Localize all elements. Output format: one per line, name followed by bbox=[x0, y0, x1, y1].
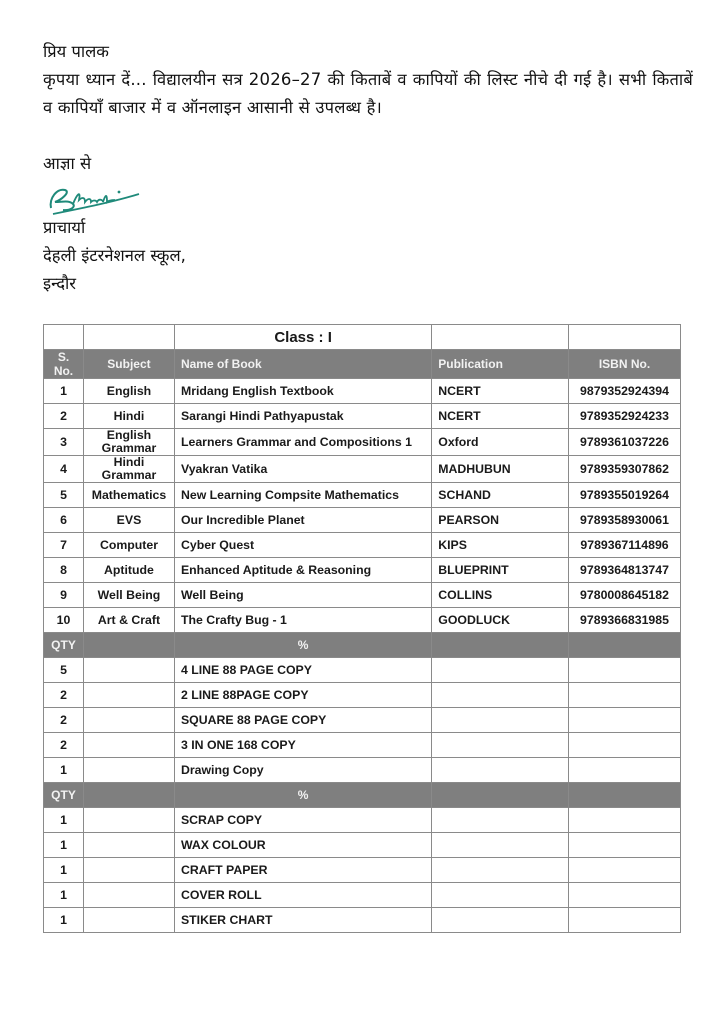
header-publication: Publication bbox=[432, 350, 569, 379]
book-sno: 4 bbox=[44, 456, 84, 483]
book-name: Learners Grammar and Compositions 1 bbox=[174, 429, 431, 456]
empty-cell bbox=[432, 708, 569, 733]
book-name: Our Incredible Planet bbox=[174, 508, 431, 533]
empty-cell bbox=[569, 708, 681, 733]
copies-item: SQUARE 88 PAGE COPY bbox=[174, 708, 431, 733]
book-sno: 2 bbox=[44, 404, 84, 429]
book-publication: NCERT bbox=[432, 404, 569, 429]
empty-cell bbox=[569, 783, 681, 808]
book-publication: SCHAND bbox=[432, 483, 569, 508]
copies-row bbox=[44, 708, 681, 733]
signature-icon bbox=[43, 178, 153, 218]
book-name: Mridang English Textbook bbox=[174, 379, 431, 404]
stationery-qty: 1 bbox=[44, 883, 84, 908]
empty-cell bbox=[569, 325, 681, 350]
empty-cell bbox=[569, 658, 681, 683]
stationery-item: WAX COLOUR bbox=[174, 833, 431, 858]
copies-qty: 1 bbox=[44, 758, 84, 783]
book-name: The Crafty Bug - 1 bbox=[174, 608, 431, 633]
copies-row bbox=[44, 683, 681, 708]
book-sno: 9 bbox=[44, 583, 84, 608]
empty-cell bbox=[83, 708, 174, 733]
book-isbn: 9879352924394 bbox=[569, 379, 681, 404]
book-subject: English Grammar bbox=[83, 429, 174, 456]
stationery-row bbox=[44, 883, 681, 908]
empty-cell bbox=[569, 683, 681, 708]
empty-cell bbox=[569, 883, 681, 908]
empty-cell bbox=[569, 808, 681, 833]
book-row bbox=[44, 508, 681, 533]
copies-item: Drawing Copy bbox=[174, 758, 431, 783]
book-subject: EVS bbox=[83, 508, 174, 533]
book-sno: 6 bbox=[44, 508, 84, 533]
empty-cell bbox=[432, 633, 569, 658]
book-subject: Hindi bbox=[83, 404, 174, 429]
copies-qty: 2 bbox=[44, 733, 84, 758]
empty-cell bbox=[83, 325, 174, 350]
book-sno: 3 bbox=[44, 429, 84, 456]
book-name: Cyber Quest bbox=[174, 533, 431, 558]
book-isbn: 9789361037226 bbox=[569, 429, 681, 456]
book-isbn: 9789352924233 bbox=[569, 404, 681, 429]
copies-item-header: % bbox=[174, 633, 431, 658]
book-sno: 1 bbox=[44, 379, 84, 404]
stationery-row bbox=[44, 908, 681, 933]
book-subject: Mathematics bbox=[83, 483, 174, 508]
stationery-item: COVER ROLL bbox=[174, 883, 431, 908]
book-name: Vyakran Vatika bbox=[174, 456, 431, 483]
stationery-qty: 1 bbox=[44, 858, 84, 883]
notice-text: कृपया ध्यान दें... विद्यालयीन सत्र 2026–27 की किताबें व कापियों की लिस्ट नीचे दी गई है। सभी किताबें व कापियाँ बाजार में व ऑनलाइन आसानी से उपलब्ध है। bbox=[43, 70, 693, 117]
stationery-row bbox=[44, 858, 681, 883]
empty-cell bbox=[432, 883, 569, 908]
book-name: Well Being bbox=[174, 583, 431, 608]
book-subject: Hindi Grammar bbox=[83, 456, 174, 483]
spacer bbox=[43, 122, 693, 150]
copies-qty: 2 bbox=[44, 708, 84, 733]
book-row bbox=[44, 558, 681, 583]
book-isbn: 9789358930061 bbox=[569, 508, 681, 533]
empty-cell bbox=[569, 758, 681, 783]
book-sno: 8 bbox=[44, 558, 84, 583]
book-subject: Well Being bbox=[83, 583, 174, 608]
closing: आज्ञा से bbox=[43, 154, 92, 173]
copies-qty: 2 bbox=[44, 683, 84, 708]
book-publication: GOODLUCK bbox=[432, 608, 569, 633]
book-isbn: 9789367114896 bbox=[569, 533, 681, 558]
empty-cell bbox=[432, 908, 569, 933]
book-publication: PEARSON bbox=[432, 508, 569, 533]
stationery-qty: 1 bbox=[44, 833, 84, 858]
book-sno: 10 bbox=[44, 608, 84, 633]
book-list-table bbox=[43, 324, 681, 933]
book-row bbox=[44, 429, 681, 456]
header-isbn: ISBN No. bbox=[569, 350, 681, 379]
copies-item: 2 LINE 88PAGE COPY bbox=[174, 683, 431, 708]
city: इन्दौर bbox=[43, 274, 76, 293]
book-row bbox=[44, 483, 681, 508]
empty-cell bbox=[83, 758, 174, 783]
book-row bbox=[44, 608, 681, 633]
stationery-item: SCRAP COPY bbox=[174, 808, 431, 833]
book-row bbox=[44, 533, 681, 558]
school-name: देहली इंटरनेशनल स्कूल, bbox=[43, 246, 186, 265]
book-row bbox=[44, 583, 681, 608]
book-name: New Learning Compsite Mathematics bbox=[174, 483, 431, 508]
stationery-item: CRAFT PAPER bbox=[174, 858, 431, 883]
book-publication: Oxford bbox=[432, 429, 569, 456]
book-publication: BLUEPRINT bbox=[432, 558, 569, 583]
empty-cell bbox=[432, 658, 569, 683]
empty-cell bbox=[432, 733, 569, 758]
empty-cell bbox=[83, 908, 174, 933]
empty-cell bbox=[83, 683, 174, 708]
empty-cell bbox=[432, 833, 569, 858]
empty-cell bbox=[83, 808, 174, 833]
letter bbox=[43, 38, 693, 298]
header-book: Name of Book bbox=[174, 350, 431, 379]
empty-cell bbox=[83, 658, 174, 683]
empty-cell bbox=[432, 325, 569, 350]
empty-cell bbox=[44, 325, 84, 350]
copies-item: 3 IN ONE 168 COPY bbox=[174, 733, 431, 758]
empty-cell bbox=[83, 883, 174, 908]
copies-qty: 5 bbox=[44, 658, 84, 683]
book-subject: Computer bbox=[83, 533, 174, 558]
book-isbn: 9789366831985 bbox=[569, 608, 681, 633]
empty-cell bbox=[83, 858, 174, 883]
stationery-row bbox=[44, 833, 681, 858]
empty-cell bbox=[569, 733, 681, 758]
table-header-row bbox=[44, 350, 681, 379]
book-publication: MADHUBUN bbox=[432, 456, 569, 483]
header-subject: Subject bbox=[83, 350, 174, 379]
empty-cell bbox=[569, 633, 681, 658]
copies-header-row bbox=[44, 633, 681, 658]
stationery-row bbox=[44, 808, 681, 833]
stationery-qty-header: QTY bbox=[44, 783, 84, 808]
class-title-row bbox=[44, 325, 681, 350]
book-publication: COLLINS bbox=[432, 583, 569, 608]
signature-image bbox=[43, 178, 153, 218]
empty-cell bbox=[83, 733, 174, 758]
class-title: Class : I bbox=[174, 325, 431, 350]
copies-qty-header: QTY bbox=[44, 633, 84, 658]
book-subject: English bbox=[83, 379, 174, 404]
empty-cell bbox=[83, 783, 174, 808]
empty-cell bbox=[432, 808, 569, 833]
book-sno: 7 bbox=[44, 533, 84, 558]
book-row bbox=[44, 456, 681, 483]
empty-cell bbox=[83, 833, 174, 858]
empty-cell bbox=[569, 908, 681, 933]
empty-cell bbox=[83, 633, 174, 658]
book-isbn: 9780008645182 bbox=[569, 583, 681, 608]
book-sno: 5 bbox=[44, 483, 84, 508]
book-name: Sarangi Hindi Pathyapustak bbox=[174, 404, 431, 429]
greeting: प्रिय पालक bbox=[43, 42, 109, 61]
book-isbn: 9789364813747 bbox=[569, 558, 681, 583]
book-row bbox=[44, 404, 681, 429]
empty-cell bbox=[432, 683, 569, 708]
designation: प्राचार्या bbox=[43, 218, 86, 237]
copies-row bbox=[44, 733, 681, 758]
copies-row bbox=[44, 658, 681, 683]
stationery-item: STIKER CHART bbox=[174, 908, 431, 933]
copies-item: 4 LINE 88 PAGE COPY bbox=[174, 658, 431, 683]
book-subject: Art & Craft bbox=[83, 608, 174, 633]
empty-cell bbox=[432, 758, 569, 783]
stationery-qty: 1 bbox=[44, 908, 84, 933]
empty-cell bbox=[569, 833, 681, 858]
stationery-qty: 1 bbox=[44, 808, 84, 833]
empty-cell bbox=[569, 858, 681, 883]
book-isbn: 9789359307862 bbox=[569, 456, 681, 483]
empty-cell bbox=[432, 858, 569, 883]
header-sno: S. No. bbox=[44, 350, 84, 379]
empty-cell bbox=[432, 783, 569, 808]
book-name: Enhanced Aptitude & Reasoning bbox=[174, 558, 431, 583]
book-subject: Aptitude bbox=[83, 558, 174, 583]
book-row bbox=[44, 379, 681, 404]
book-publication: NCERT bbox=[432, 379, 569, 404]
stationery-item-header: % bbox=[174, 783, 431, 808]
book-isbn: 9789355019264 bbox=[569, 483, 681, 508]
stationery-header-row bbox=[44, 783, 681, 808]
book-publication: KIPS bbox=[432, 533, 569, 558]
copies-row bbox=[44, 758, 681, 783]
